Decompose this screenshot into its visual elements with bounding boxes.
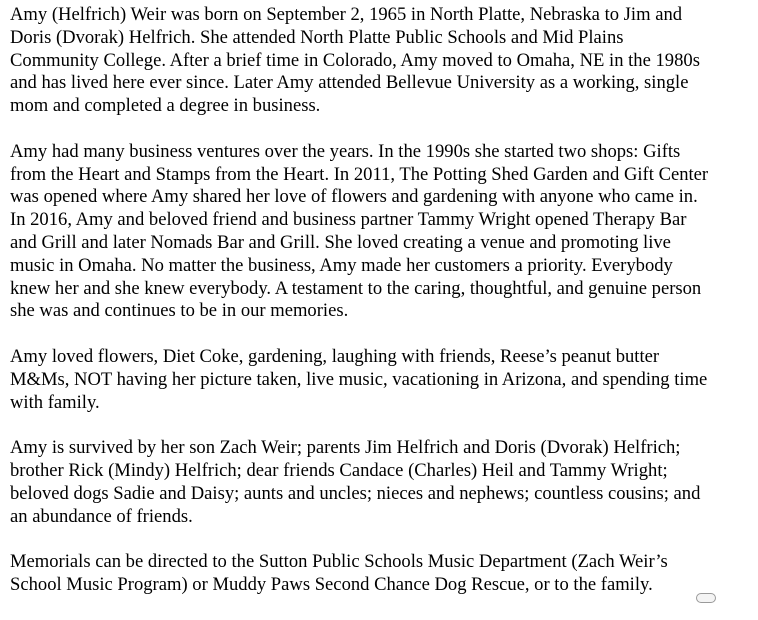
paragraph-business xyxy=(10,141,754,323)
paragraph-survived-by xyxy=(10,437,754,528)
obituary-document xyxy=(10,4,754,620)
paragraph-loves xyxy=(10,346,754,414)
text-line: mom and completed a degree in business. xyxy=(10,95,321,117)
text-line: an abundance of friends. xyxy=(10,505,193,527)
text-line: Memorials can be directed to the Sutton Public Schools Music Department (Zach Weir’s xyxy=(10,551,668,573)
text-line: from the Heart and Stamps from the Heart. In 2011, The Potting Shed Garden and Gift Center xyxy=(10,163,709,185)
text-line: Amy loved flowers, Diet Coke, gardening, laughing with friends, Reese’s peanut butter xyxy=(10,345,660,367)
text-line: School Music Program) or Muddy Paws Second Chance Dog Rescue, or to the family. xyxy=(10,573,653,595)
text-line: Doris (Dvorak) Helfrich. She attended North Platte Public Schools and Mid Plains xyxy=(10,26,624,48)
text-line: knew her and she knew everybody. A testament to the caring, thoughtful, and genuine person xyxy=(10,277,702,299)
text-line: M&Ms, NOT having her picture taken, live music, vacationing in Arizona, and spending time xyxy=(10,368,708,390)
text-line: she was and continues to be in our memories. xyxy=(10,300,349,322)
text-line: Amy (Helfrich) Weir was born on September 2, 1965 in North Platte, Nebraska to Jim and xyxy=(10,4,683,25)
text-line: Amy had many business ventures over the years. In the 1990s she started two shops: Gifts xyxy=(10,140,681,162)
text-line: was opened where Amy shared her love of flowers and gardening with anyone who came in. xyxy=(10,186,698,208)
text-line: In 2016, Amy and beloved friend and business partner Tammy Wright opened Therapy Bar xyxy=(10,209,687,231)
text-line: Amy is survived by her son Zach Weir; parents Jim Helfrich and Doris (Dvorak) Helfrich; xyxy=(10,437,681,459)
scroll-handle[interactable] xyxy=(696,593,716,603)
text-line: and has lived here ever since. Later Amy attended Bellevue University as a working, single xyxy=(10,72,689,94)
text-line: Community College. After a brief time in Colorado, Amy moved to Omaha, NE in the 1980s xyxy=(10,49,700,71)
paragraph-memorials xyxy=(10,551,754,597)
text-line: music in Omaha. No matter the business, Amy made her customers a priority. Everybody xyxy=(10,254,673,276)
paragraph-early-life xyxy=(10,4,754,118)
text-line: beloved dogs Sadie and Daisy; aunts and uncles; nieces and nephews; countless cousins; and xyxy=(10,482,701,504)
text-line: with family. xyxy=(10,391,100,413)
text-line: and Grill and later Nomads Bar and Grill. She loved creating a venue and promoting live xyxy=(10,231,671,253)
text-line: brother Rick (Mindy) Helfrich; dear friends Candace (Charles) Heil and Tammy Wright; xyxy=(10,459,668,481)
